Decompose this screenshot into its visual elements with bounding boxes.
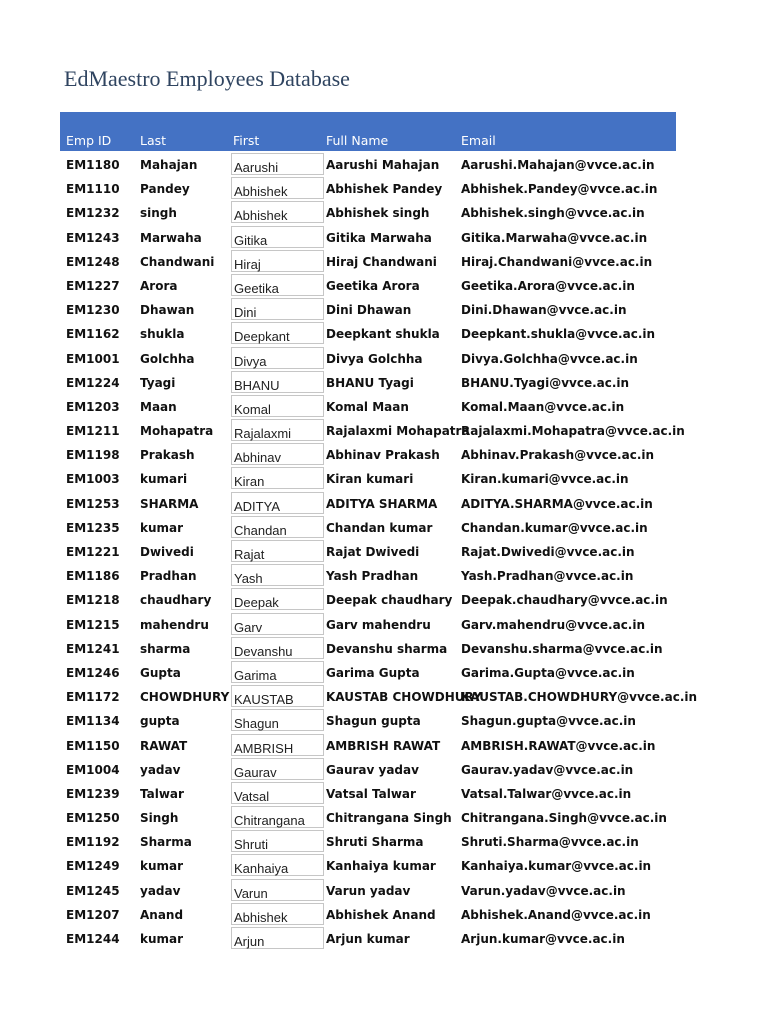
full-name-cell: Gitika Marwaha (326, 230, 432, 245)
full-name-cell: Garv mahendru (326, 617, 431, 632)
first-name-cell: Garv (231, 613, 324, 635)
first-name-cell: Chandan (231, 516, 324, 538)
table-row (0, 879, 768, 903)
last-name-cell: kumar (140, 520, 184, 535)
email-cell: Shagun.gupta@vvce.ac.in (461, 714, 636, 729)
email-cell: Vatsal.Talwar@vvce.ac.in (461, 786, 632, 801)
table-row (0, 830, 768, 854)
full-name-cell: Yash Pradhan (326, 569, 419, 584)
table-row (0, 927, 768, 951)
first-name-cell: Devanshu (231, 637, 324, 659)
emp-id-cell: EM1198 (66, 448, 120, 463)
full-name-cell: BHANU Tyagi (326, 375, 414, 390)
email-cell: Gitika.Marwaha@vvce.ac.in (461, 230, 648, 245)
last-name-cell: Golchha (140, 351, 195, 366)
full-name-cell: Rajat Dwivedi (326, 545, 420, 559)
emp-id-cell: EM1218 (66, 593, 120, 608)
table-row (0, 903, 768, 927)
table-row (0, 734, 768, 758)
last-name-cell: gupta (140, 714, 180, 729)
first-name-cell: Arjun (231, 927, 324, 949)
table-row (0, 153, 768, 177)
emp-id-cell: EM1243 (66, 230, 120, 245)
full-name-cell: Divya Golchha (326, 351, 423, 366)
full-name-cell: Deepak chaudhary (326, 593, 453, 608)
email-cell: Divya.Golchha@vvce.ac.in (461, 351, 638, 366)
email-cell: Garv.mahendru@vvce.ac.in (461, 617, 646, 632)
first-name-cell: Chitrangana (231, 806, 324, 828)
email-cell: Abhishek.singh@vvce.ac.in (461, 206, 645, 221)
table-row (0, 250, 768, 274)
email-cell: Kanhaiya.kumar@vvce.ac.in (461, 859, 652, 874)
last-name-cell: mahendru (140, 617, 209, 632)
emp-id-cell: EM1230 (66, 303, 120, 318)
emp-id-cell: EM1241 (66, 641, 120, 656)
first-name-cell: Vatsal (231, 782, 324, 804)
last-name-cell: kumari (140, 472, 188, 487)
email-cell: Abhishek.Pandey@vvce.ac.in (461, 182, 658, 197)
full-name-cell: Abhishek Anand (326, 907, 436, 922)
table-row (0, 274, 768, 298)
column-header-first: First (233, 133, 260, 148)
last-name-cell: singh (140, 206, 177, 221)
email-cell: Abhinav.Prakash@vvce.ac.in (461, 448, 655, 463)
table-row (0, 419, 768, 443)
last-name-cell: kumar (140, 932, 184, 946)
full-name-cell: Abhishek singh (326, 206, 430, 221)
full-name-cell: Shruti Sharma (326, 835, 424, 850)
last-name-cell: Marwaha (140, 230, 202, 245)
full-name-cell: Shagun gupta (326, 714, 421, 729)
table-row (0, 322, 768, 346)
last-name-cell: Prakash (140, 448, 195, 463)
email-cell: Komal.Maan@vvce.ac.in (461, 399, 625, 414)
last-name-cell: Mohapatra (140, 424, 214, 439)
emp-id-cell: EM1227 (66, 278, 120, 293)
first-name-cell: Rajat (231, 540, 324, 562)
full-name-cell: Geetika Arora (326, 278, 420, 293)
email-cell: Yash.Pradhan@vvce.ac.in (461, 569, 634, 584)
full-name-cell: Abhishek Pandey (326, 182, 443, 197)
table-row (0, 564, 768, 588)
first-name-cell: Komal (231, 395, 324, 417)
first-name-cell: Geetika (231, 274, 324, 296)
emp-id-cell: EM1172 (66, 690, 120, 705)
email-cell: Kiran.kumari@vvce.ac.in (461, 472, 629, 487)
table-row (0, 637, 768, 661)
last-name-cell: Pradhan (140, 569, 197, 584)
email-cell: Hiraj.Chandwani@vvce.ac.in (461, 254, 653, 269)
first-name-cell: Deepak (231, 588, 324, 610)
first-name-cell: Deepkant (231, 322, 324, 344)
full-name-cell: Vatsal Talwar (326, 786, 416, 801)
full-name-cell: Varun yadav (326, 883, 411, 898)
emp-id-cell: EM1235 (66, 520, 120, 535)
emp-id-cell: EM1004 (66, 762, 120, 777)
last-name-cell: Gupta (140, 665, 181, 680)
first-name-cell: Divya (231, 347, 324, 369)
table-row (0, 709, 768, 733)
last-name-cell: yadav (140, 762, 181, 777)
email-cell: Abhishek.Anand@vvce.ac.in (461, 907, 651, 922)
emp-id-cell: EM1253 (66, 496, 120, 511)
last-name-cell: kumar (140, 859, 184, 874)
full-name-cell: Devanshu sharma (326, 641, 448, 656)
table-row (0, 371, 768, 395)
page-title: EdMaestro Employees Database (64, 66, 350, 91)
full-name-cell: Rajalaxmi Mohapatra (326, 424, 470, 439)
full-name-cell: Komal Maan (326, 399, 409, 414)
full-name-cell: Kiran kumari (326, 472, 414, 487)
email-cell: Dini.Dhawan@vvce.ac.in (461, 303, 627, 318)
last-name-cell: chaudhary (140, 593, 212, 608)
emp-id-cell: EM1110 (66, 182, 120, 197)
email-cell: ADITYA.SHARMA@vvce.ac.in (461, 496, 653, 511)
emp-id-cell: EM1001 (66, 351, 120, 366)
emp-id-cell: EM1232 (66, 206, 120, 221)
first-name-cell: Yash (231, 564, 324, 586)
full-name-cell: Kanhaiya kumar (326, 859, 436, 874)
last-name-cell: sharma (140, 641, 191, 656)
email-cell: KAUSTAB.CHOWDHURY@vvce.ac.in (461, 690, 698, 705)
last-name-cell: Maan (140, 399, 177, 414)
last-name-cell: Chandwani (140, 254, 215, 269)
table-row (0, 806, 768, 830)
email-cell: Deepkant.shukla@vvce.ac.in (461, 327, 656, 342)
emp-id-cell: EM1180 (66, 158, 120, 172)
full-name-cell: Hiraj Chandwani (326, 254, 437, 269)
table-row (0, 540, 768, 564)
email-cell: Shruti.Sharma@vvce.ac.in (461, 835, 639, 850)
first-name-cell: Shruti (231, 830, 324, 852)
full-name-cell: Abhinav Prakash (326, 448, 440, 463)
email-cell: Geetika.Arora@vvce.ac.in (461, 278, 635, 293)
email-cell: Rajat.Dwivedi@vvce.ac.in (461, 545, 635, 559)
email-cell: BHANU.Tyagi@vvce.ac.in (461, 375, 630, 390)
email-cell: Rajalaxmi.Mohapatra@vvce.ac.in (461, 424, 685, 439)
full-name-cell: Aarushi Mahajan (326, 158, 440, 172)
full-name-cell: KAUSTAB CHOWDHURY (326, 690, 482, 705)
email-cell: Devanshu.sharma@vvce.ac.in (461, 641, 663, 656)
emp-id-cell: EM1246 (66, 665, 120, 680)
table-row (0, 201, 768, 225)
table-row (0, 854, 768, 878)
first-name-cell: Hiraj (231, 250, 324, 272)
last-name-cell: CHOWDHURY (140, 690, 230, 705)
full-name-cell: ADITYA SHARMA (326, 496, 438, 511)
first-name-cell: Kanhaiya (231, 854, 324, 876)
email-cell: AMBRISH.RAWAT@vvce.ac.in (461, 738, 656, 753)
column-header-emp-id: Emp ID (66, 133, 112, 148)
last-name-cell: Singh (140, 811, 179, 826)
full-name-cell: Dini Dhawan (326, 303, 412, 318)
emp-id-cell: EM1250 (66, 811, 120, 826)
last-name-cell: Mahajan (140, 158, 198, 172)
table-row (0, 758, 768, 782)
last-name-cell: shukla (140, 327, 185, 342)
first-name-cell: BHANU (231, 371, 324, 393)
last-name-cell: Arora (140, 278, 178, 293)
table-row (0, 347, 768, 371)
last-name-cell: Sharma (140, 835, 192, 850)
first-name-cell: ADITYA (231, 492, 324, 514)
last-name-cell: RAWAT (140, 738, 188, 753)
emp-id-cell: EM1215 (66, 617, 120, 632)
table-row (0, 661, 768, 685)
column-header-full-name: Full Name (326, 133, 389, 148)
emp-id-cell: EM1211 (66, 424, 120, 439)
first-name-cell: Shagun (231, 709, 324, 731)
table-row (0, 516, 768, 540)
email-cell: Garima.Gupta@vvce.ac.in (461, 665, 635, 680)
full-name-cell: Chandan kumar (326, 520, 433, 535)
full-name-cell: AMBRISH RAWAT (326, 738, 441, 753)
emp-id-cell: EM1249 (66, 859, 120, 874)
emp-id-cell: EM1224 (66, 375, 120, 390)
last-name-cell: Talwar (140, 786, 184, 801)
table-row (0, 443, 768, 467)
emp-id-cell: EM1150 (66, 738, 120, 753)
emp-id-cell: EM1239 (66, 786, 120, 801)
table-row (0, 492, 768, 516)
last-name-cell: Anand (140, 907, 184, 922)
emp-id-cell: EM1207 (66, 907, 120, 922)
emp-id-cell: EM1134 (66, 714, 120, 729)
emp-id-cell: EM1203 (66, 399, 120, 414)
email-cell: Chandan.kumar@vvce.ac.in (461, 520, 648, 535)
first-name-cell: Abhinav (231, 443, 324, 465)
first-name-cell: Abhishek (231, 201, 324, 223)
employee-table-body (0, 153, 768, 951)
last-name-cell: yadav (140, 883, 181, 898)
first-name-cell: Kiran (231, 467, 324, 489)
first-name-cell: KAUSTAB (231, 685, 324, 707)
full-name-cell: Gaurav yadav (326, 762, 419, 777)
table-row (0, 588, 768, 612)
emp-id-cell: EM1244 (66, 932, 120, 946)
table-row (0, 782, 768, 806)
full-name-cell: Arjun kumar (326, 932, 410, 946)
table-row (0, 395, 768, 419)
email-cell: Gaurav.yadav@vvce.ac.in (461, 762, 634, 777)
table-header (60, 112, 676, 151)
email-cell: Arjun.kumar@vvce.ac.in (461, 932, 625, 946)
first-name-cell: Gitika (231, 226, 324, 248)
table-row (0, 613, 768, 637)
first-name-cell: Rajalaxmi (231, 419, 324, 441)
full-name-cell: Deepkant shukla (326, 327, 440, 342)
column-header-email: Email (461, 133, 496, 148)
full-name-cell: Chitrangana Singh (326, 811, 452, 826)
last-name-cell: Tyagi (140, 375, 176, 390)
emp-id-cell: EM1003 (66, 472, 120, 487)
email-cell: Varun.yadav@vvce.ac.in (461, 883, 626, 898)
full-name-cell: Garima Gupta (326, 665, 420, 680)
first-name-cell: Varun (231, 879, 324, 901)
first-name-cell: Garima (231, 661, 324, 683)
first-name-cell: Aarushi (231, 153, 324, 175)
emp-id-cell: EM1248 (66, 254, 120, 269)
last-name-cell: Dhawan (140, 303, 195, 318)
emp-id-cell: EM1186 (66, 569, 120, 584)
email-cell: Deepak.chaudhary@vvce.ac.in (461, 593, 668, 608)
table-row (0, 177, 768, 201)
emp-id-cell: EM1245 (66, 883, 120, 898)
email-cell: Aarushi.Mahajan@vvce.ac.in (461, 158, 655, 172)
email-cell: Chitrangana.Singh@vvce.ac.in (461, 811, 667, 826)
last-name-cell: SHARMA (140, 496, 199, 511)
first-name-cell: Dini (231, 298, 324, 320)
emp-id-cell: EM1221 (66, 545, 120, 559)
table-row (0, 467, 768, 491)
table-row (0, 226, 768, 250)
emp-id-cell: EM1192 (66, 835, 120, 850)
emp-id-cell: EM1162 (66, 327, 120, 342)
first-name-cell: Abhishek (231, 903, 324, 925)
first-name-cell: Abhishek (231, 177, 324, 199)
last-name-cell: Pandey (140, 182, 190, 197)
column-header-last: Last (140, 133, 167, 148)
last-name-cell: Dwivedi (140, 545, 194, 559)
first-name-cell: Gaurav (231, 758, 324, 780)
table-row (0, 298, 768, 322)
first-name-cell: AMBRISH (231, 734, 324, 756)
table-row (0, 685, 768, 709)
